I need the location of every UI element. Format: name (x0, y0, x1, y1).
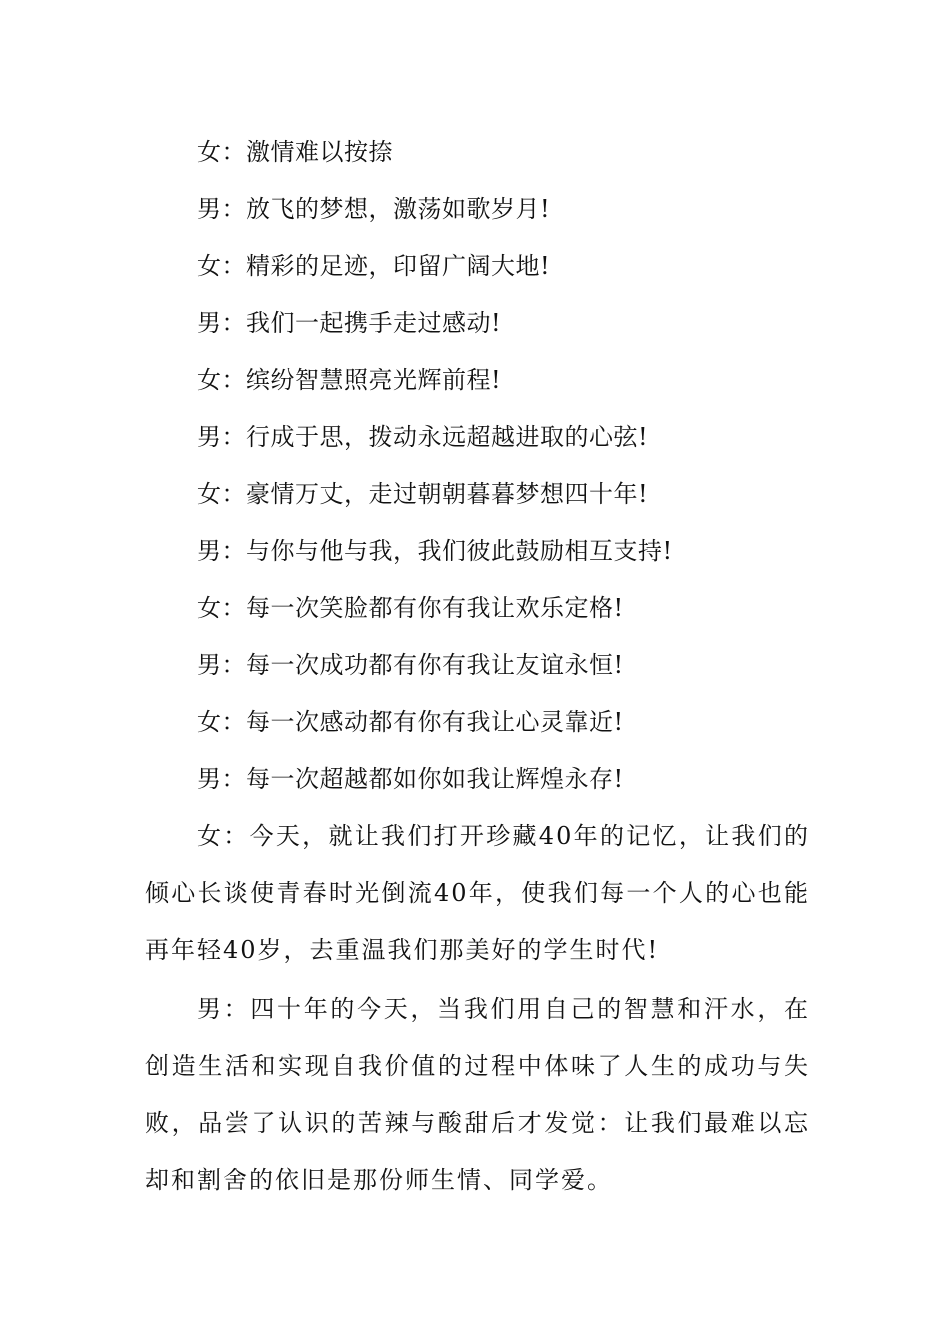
paragraph-forty-years: 男：四十年的今天，当我们用自己的智慧和汗水，在创造生活和实现自我价值的过程中体味了人生的成功与失败，品尝了认识的苦辣与酸甜后才发觉：让我们最难以忘却和割舍的依旧是那份师生情、同学爱。 (145, 995, 810, 1194)
dialogue-line: 女：每一次笑脸都有你有我让欢乐定格! (197, 594, 624, 622)
paragraph-today: 女：今天，就让我们打开珍藏40年的记忆，让我们的倾心长谈使青春时光倒流40年，使我们每一个人的心也能再年轻40岁，去重温我们那美好的学生时代! (145, 822, 810, 964)
dialogue-line: 男：每一次成功都有你有我让友谊永恒! (197, 651, 624, 679)
dialogue-line: 女：豪情万丈，走过朝朝暮暮梦想四十年! (197, 480, 649, 508)
dialogue-line: 男：放飞的梦想，激荡如歌岁月! (197, 195, 551, 223)
dialogue-line: 男：行成于思，拨动永远超越进取的心弦! (197, 423, 649, 451)
dialogue-line: 女：缤纷智慧照亮光辉前程! (197, 366, 502, 394)
dialogue-line: 男：每一次超越都如你如我让辉煌永存! (197, 765, 624, 793)
dialogue-line: 女：精彩的足迹，印留广阔大地! (197, 252, 551, 280)
dialogue-line: 女：每一次感动都有你有我让心灵靠近! (197, 708, 624, 736)
dialogue-line: 男：我们一起携手走过感动! (197, 309, 502, 337)
dialogue-line: 女：激情难以按捺 (197, 138, 393, 166)
dialogue-line: 男：与你与他与我，我们彼此鼓励相互支持! (197, 537, 673, 565)
